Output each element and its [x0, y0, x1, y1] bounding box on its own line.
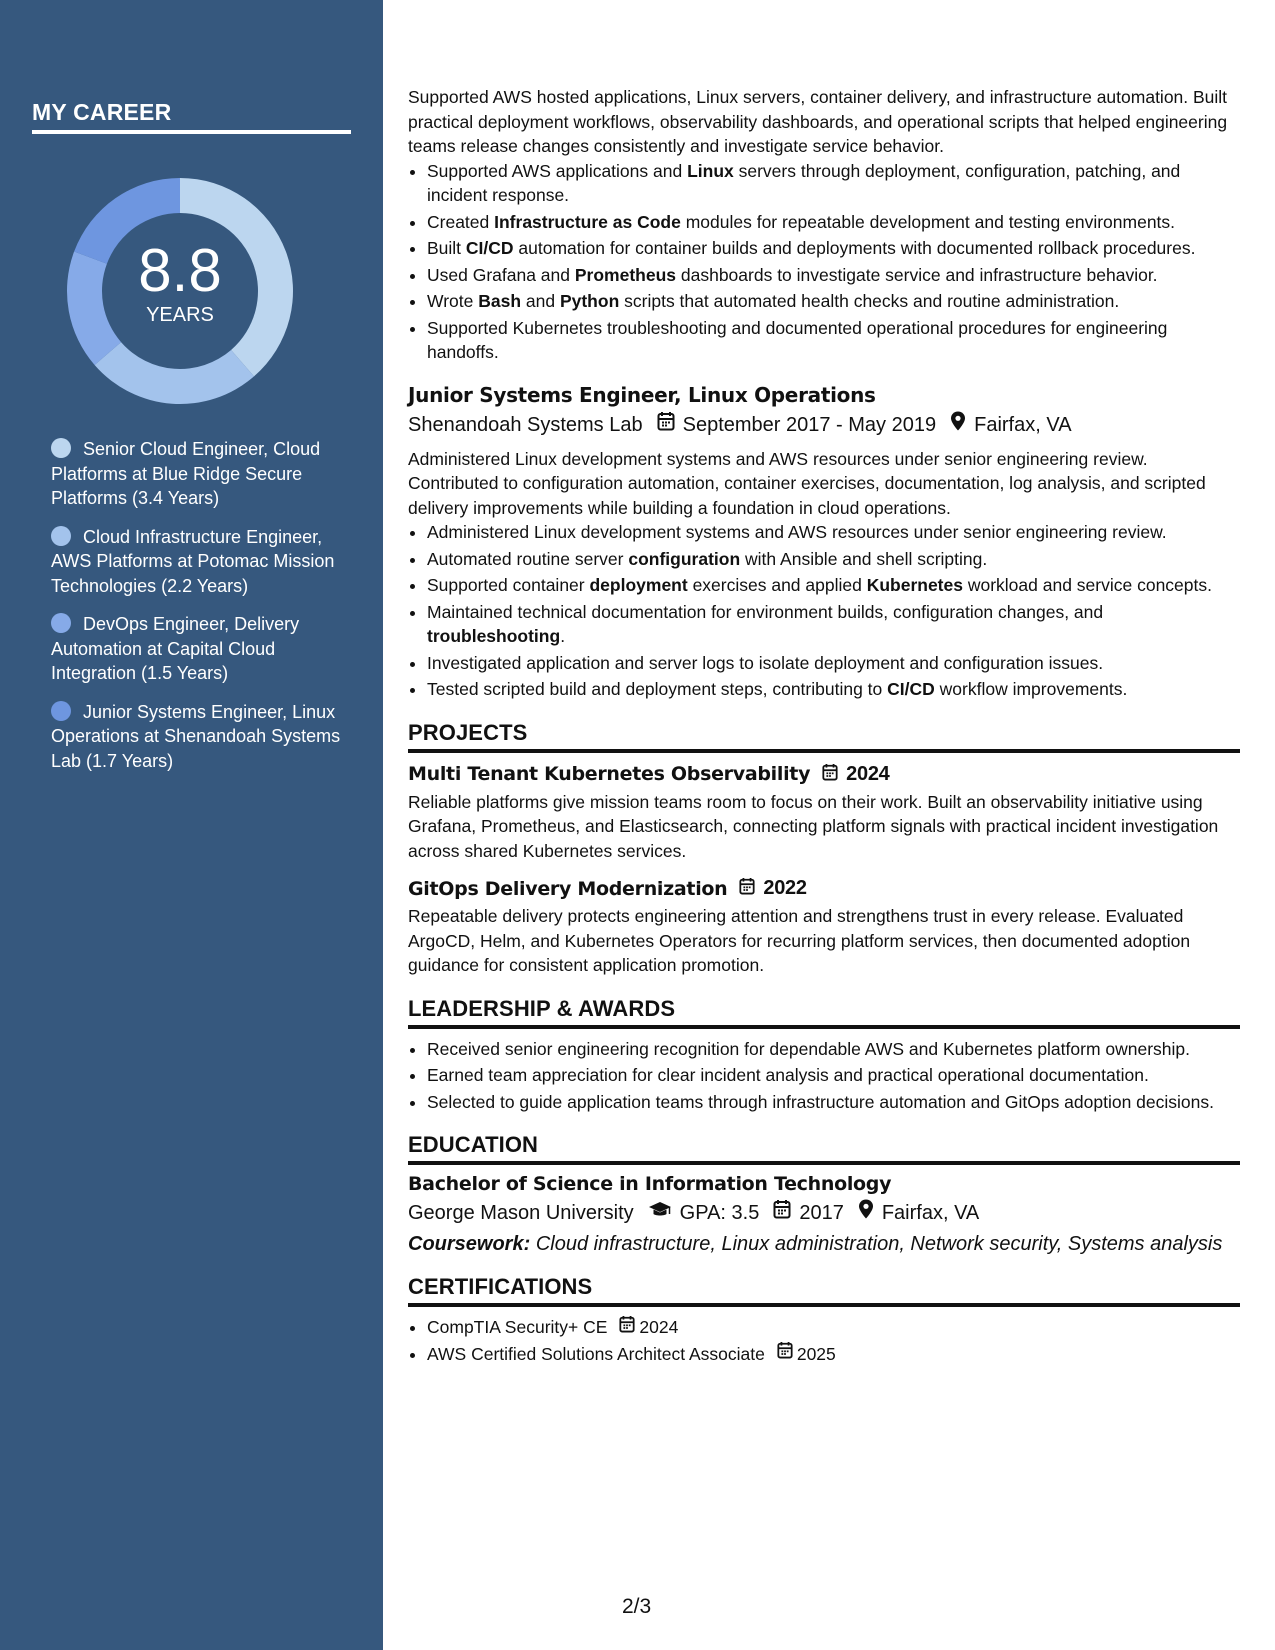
- experience-bullet: • Maintained technical documentation for environment builds, configuration changes, and troubleshooting.: [427, 600, 1240, 649]
- legend-dot: [51, 701, 71, 721]
- calendar-icon: [657, 411, 675, 439]
- career-legend-text: DevOps Engineer, Delivery Automation at Capital Cloud Integration (1.5 Years): [51, 614, 300, 683]
- project-year: 2024: [846, 762, 890, 785]
- school-name: George Mason University: [408, 1202, 634, 1224]
- calendar-icon: [619, 1315, 635, 1340]
- experience-bullet: • Created Infrastructure as Code modules for repeatable development and testing environments.: [427, 210, 1240, 235]
- leadership-bullets: [408, 1037, 1240, 1115]
- job-company: Shenandoah Systems Lab: [408, 413, 643, 436]
- job-meta: [408, 411, 1240, 439]
- calendar-icon: [739, 877, 755, 900]
- career-legend: [51, 437, 341, 787]
- project-year: 2022: [763, 877, 807, 899]
- certifications-heading: CERTIFICATIONS: [408, 1274, 1240, 1307]
- job-location: Fairfax, VA: [974, 413, 1072, 436]
- experience-bullet: • Tested scripted build and deployment steps, contributing to CI/CD workflow improvements.: [427, 677, 1240, 702]
- certification-item: [427, 1315, 1240, 1340]
- certification-name: CompTIA Security+ CE: [427, 1317, 608, 1337]
- projects-list: [408, 763, 1240, 978]
- calendar-icon: [822, 763, 838, 786]
- experience-bullet: • Supported AWS applications and Linux servers through deployment, configuration, patching, and incident response.: [427, 159, 1240, 208]
- experience-bullet: • Built CI/CD automation for container builds and deployments with documented rollback procedures.: [427, 236, 1240, 261]
- job-dates: September 2017 - May 2019: [682, 413, 937, 436]
- prev-job-bullets: [408, 159, 1240, 365]
- career-heading: MY CAREER: [32, 99, 351, 134]
- gpa: GPA: 3.5: [679, 1202, 760, 1224]
- project-name: Multi Tenant Kubernetes Observability: [408, 763, 811, 785]
- school-location: Fairfax, VA: [881, 1202, 980, 1224]
- certification-year: 2024: [639, 1317, 679, 1337]
- donut-segment-3: [67, 252, 121, 365]
- total-years-value: 8.8: [138, 237, 222, 304]
- career-legend-item: [51, 525, 341, 599]
- project-title: [408, 877, 1240, 900]
- certification-year: 2025: [796, 1343, 836, 1364]
- main-content: [408, 85, 1240, 1368]
- career-donut-chart: [60, 171, 300, 411]
- coursework-label: Coursework:: [408, 1233, 531, 1255]
- job-bullets: [408, 520, 1240, 702]
- project-name: GitOps Delivery Modernization: [408, 877, 728, 900]
- experience-bullet: • Administered Linux development systems and AWS resources under senior engineering review.: [427, 520, 1240, 545]
- graduation-cap-icon: [648, 1199, 672, 1227]
- experience-bullet: • Automated routine server configuration with Ansible and shell scripting.: [427, 547, 1240, 572]
- legend-dot: [51, 526, 71, 546]
- coursework-list: Cloud infrastructure, Linux administration, Network security, Systems analysis: [535, 1233, 1223, 1255]
- calendar-icon: [777, 1341, 793, 1366]
- certification-name: AWS Certified Solutions Architect Associate: [427, 1343, 765, 1364]
- project-description: Repeatable delivery protects engineering attention and strengthens trust in every release. Evaluated ArgoCD, Helm, and Kubernetes Operators for recurring platform services, then documented adoption guidance for consistent application promotion.: [408, 906, 1191, 975]
- education-meta: [408, 1199, 1240, 1227]
- education-heading: EDUCATION: [408, 1132, 1240, 1165]
- experience-bullet: • Supported Kubernetes troubleshooting and documented operational procedures for engineering handoffs.: [427, 316, 1240, 365]
- career-legend-text: Senior Cloud Engineer, Cloud Platforms at Blue Ridge Secure Platforms (3.4 Years): [51, 439, 321, 508]
- certification-item: [427, 1342, 1240, 1367]
- career-legend-item: [51, 700, 341, 774]
- experience-bullet: • Supported container deployment exercises and applied Kubernetes workload and service concepts.: [427, 573, 1240, 598]
- experience-bullet: • Investigated application and server logs to isolate deployment and configuration issues.: [427, 651, 1240, 676]
- legend-dot: [51, 438, 71, 458]
- leadership-bullet: • Received senior engineering recognition for dependable AWS and Kubernetes platform ownership.: [427, 1037, 1240, 1062]
- leadership-bullet: • Selected to guide application teams through infrastructure automation and GitOps adoption decisions.: [427, 1090, 1240, 1115]
- career-legend-item: [51, 437, 341, 511]
- years-label: YEARS: [146, 304, 214, 326]
- donut-segment-2: [95, 342, 254, 404]
- degree-title: Bachelor of Science in Information Technology: [408, 1173, 892, 1195]
- projects-heading: PROJECTS: [408, 720, 1240, 753]
- career-legend-text: Cloud Infrastructure Engineer, AWS Platforms at Potomac Mission Technologies (2.2 Years): [51, 526, 335, 596]
- career-legend-text: Junior Systems Engineer, Linux Operations at Shenandoah Systems Lab (1.7 Years): [51, 701, 341, 771]
- page-number: 2/3: [622, 1595, 652, 1618]
- project-description: Reliable platforms give mission teams room to focus on their work. Built an observability initiative using Grafana, Prometheus, and Elasticsearch, connecting platform signals with practical incident investigation across shared Kubernetes services.: [408, 791, 1219, 861]
- leadership-bullet: • Earned team appreciation for clear incident analysis and practical operational documentation.: [427, 1063, 1240, 1088]
- career-legend-item: [51, 612, 341, 686]
- graduation-year: 2017: [799, 1202, 844, 1224]
- legend-dot: [51, 613, 71, 633]
- project-title: [408, 763, 1240, 786]
- job-summary: Administered Linux development systems and AWS resources under senior engineering review. Contributed to configuration automation, container exercises, documentation, log analysis, and scripted delivery improvements while building a foundation in cloud operations.: [408, 448, 1206, 518]
- leadership-heading: LEADERSHIP & AWARDS: [408, 996, 1240, 1029]
- certifications-list: [408, 1315, 1240, 1366]
- coursework: [408, 1233, 1240, 1256]
- map-pin-icon: [858, 1199, 874, 1227]
- experience-bullet: • Wrote Bash and Python scripts that automated health checks and routine administration.: [427, 289, 1240, 314]
- prev-job-summary: Supported AWS hosted applications, Linux servers, container delivery, and infrastructure automation. Built practical deployment workflows, observability dashboards, and operational scripts that helped engineering teams release changes consistently and investigate service behavior.: [408, 87, 1228, 156]
- map-pin-icon: [950, 411, 966, 439]
- experience-bullet: • Used Grafana and Prometheus dashboards to investigate service and infrastructure behavior.: [427, 263, 1240, 288]
- career-sidebar: [0, 0, 383, 1650]
- job-title: Junior Systems Engineer, Linux Operations: [408, 382, 876, 407]
- calendar-icon: [773, 1199, 791, 1227]
